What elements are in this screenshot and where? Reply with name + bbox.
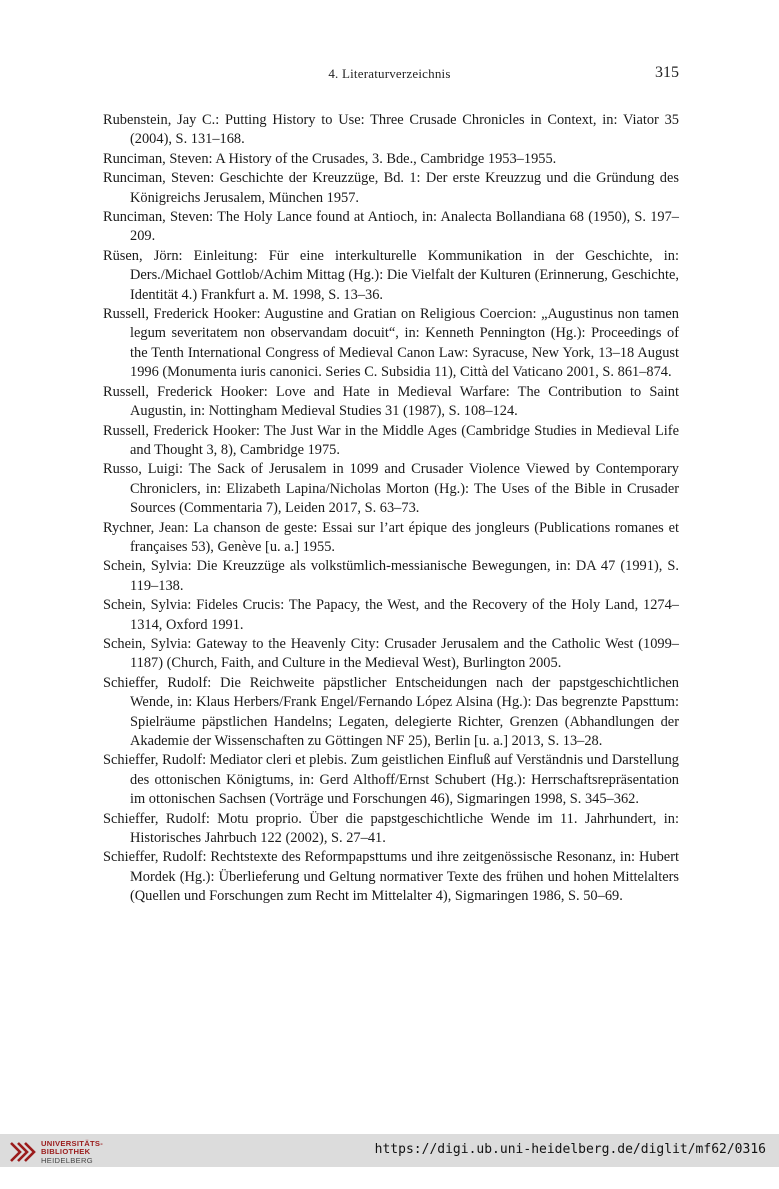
- bibliography-entry: Rüsen, Jörn: Einleitung: Für eine interkulturelle Kommunikation in der Geschichte, in: Ders./Michael Gottlob/Achim Mittag (Hg.): Die Vielfalt der Kulturen (Erinnerung, Geschichte, Identität 4.) Frankfurt a. M. 1998, S. 13–36.: [103, 247, 679, 303]
- bibliography-entry: Schein, Sylvia: Gateway to the Heavenly City: Crusader Jerusalem and the Catholic West (1099–1187) (Church, Faith, and Culture in the Medieval West), Burlington 2005.: [103, 635, 679, 672]
- bibliography-entry: Schein, Sylvia: Fideles Crucis: The Papacy, the West, and the Recovery of the Holy Land, 1274–1314, Oxford 1991.: [103, 597, 679, 633]
- bibliography-entry: Russell, Frederick Hooker: Augustine and Gratian on Religious Coercion: „Augustinus non tamen legum severitatem non observandam docuit“, in: Kenneth Pennington (Hg.): Proceedings of the Tenth International Congress of Medieval Canon Law: Syracuse, New York, 13–18 August 1996 (Monumenta iuris canonici. Series C. Subsidia 11), Città del Vaticano 2001, S. 861–874.: [103, 306, 679, 381]
- running-head: 4. Literaturverzeichnis: [328, 66, 451, 81]
- bibliography-entry: Schein, Sylvia: Die Kreuzzüge als volkstümlich-messianische Bewegungen, in: DA 47 (1991), S. 119–138.: [103, 558, 679, 594]
- bibliography-list: [103, 111, 679, 907]
- bibliography-entry: Runciman, Steven: Geschichte der Kreuzzüge, Bd. 1: Der erste Kreuzzug und die Gründung des Königreichs Jerusalem, München 1957.: [103, 170, 679, 206]
- library-name-line: UNIVERSITÄTS-: [41, 1139, 104, 1148]
- bibliography-entry: Rubenstein, Jay C.: Putting History to Use: Three Crusade Chronicles in Context, in: Viator 35 (2004), S. 131–168.: [103, 112, 679, 148]
- bibliography-entry: Schieffer, Rudolf: Mediator cleri et plebis. Zum geistlichen Einfluß auf Verständnis und Darstellung des ottonischen Königtums, in: Gerd Althoff/Ernst Schubert (Hg.): Herrschaftsrepräsentation im ottonischen Sachsen (Vorträge und Forschungen 46), Sigmaringen 1998, S. 345–362.: [103, 752, 679, 808]
- library-name-line: HEIDELBERG: [41, 1155, 93, 1165]
- library-logo[interactable]: [8, 1139, 148, 1165]
- bibliography-entry: Rychner, Jean: La chanson de geste: Essai sur l’art épique des jongleurs (Publications romanes et françaises 53), Genève [u. a.] 1955.: [103, 519, 679, 555]
- library-name: [41, 1140, 103, 1165]
- library-name-line: BIBLIOTHEK: [41, 1147, 91, 1157]
- library-emblem-icon: [8, 1140, 36, 1164]
- bibliography-entry: Russell, Frederick Hooker: The Just War in the Middle Ages (Cambridge Studies in Medieval Life and Thought 3, 8), Cambridge 1975.: [103, 422, 679, 458]
- page-number: 315: [655, 64, 679, 81]
- bibliography-entry: Runciman, Steven: A History of the Crusades, 3. Bde., Cambridge 1953–1955.: [103, 150, 557, 167]
- bibliography-entry: Runciman, Steven: The Holy Lance found at Antioch, in: Analecta Bollandiana 68 (1950), S. 197–209.: [103, 209, 679, 245]
- bibliography-entry: Russell, Frederick Hooker: Love and Hate in Medieval Warfare: The Contribution to Saint Augustin, in: Nottingham Medieval Studies 31 (1987), S. 108–124.: [103, 383, 679, 420]
- bibliography-entry: Russo, Luigi: The Sack of Jerusalem in 1099 and Crusader Violence Viewed by Contemporary Chroniclers, in: Elizabeth Lapina/Nicholas Morton (Hg.): The Uses of the Bible in Crusader Sources (Commentaria 7), Leiden 2017, S. 63–73.: [103, 461, 679, 517]
- permalink-url[interactable]: https://digi.ub.uni-heidelberg.de/diglit/mf62/0316: [374, 1142, 766, 1157]
- bibliography-entry: Schieffer, Rudolf: Rechtstexte des Reformpapsttums und ihre zeitgenössische Resonanz, in: Hubert Mordek (Hg.): Überlieferung und Geltung normativer Texte des frühen und hohen Mittelalters (Quellen und Forschungen zum Recht im Mittelalter 4), Sigmaringen 1986, S. 50–69.: [103, 849, 679, 905]
- bibliography-entry: Schieffer, Rudolf: Die Reichweite päpstlicher Entscheidungen nach der papstgeschichtlichen Wende, in: Klaus Herbers/Frank Engel/Fernando López Alsina (Hg.): Das begrenzte Papsttum: Spielräume päpstlichen Handelns; Legaten, delegierte Richter, Grenzen (Abhandlungen der Akademie der Wissenschaften zu Göttingen NF 25), Berlin [u. a.] 2013, S. 13–28.: [103, 674, 679, 749]
- footer-bar: [0, 1134, 779, 1167]
- bibliography-entry: Schieffer, Rudolf: Motu proprio. Über die papstgeschichtliche Wende im 11. Jahrhundert, in: Historisches Jahrbuch 122 (2002), S. 27–41.: [103, 810, 679, 847]
